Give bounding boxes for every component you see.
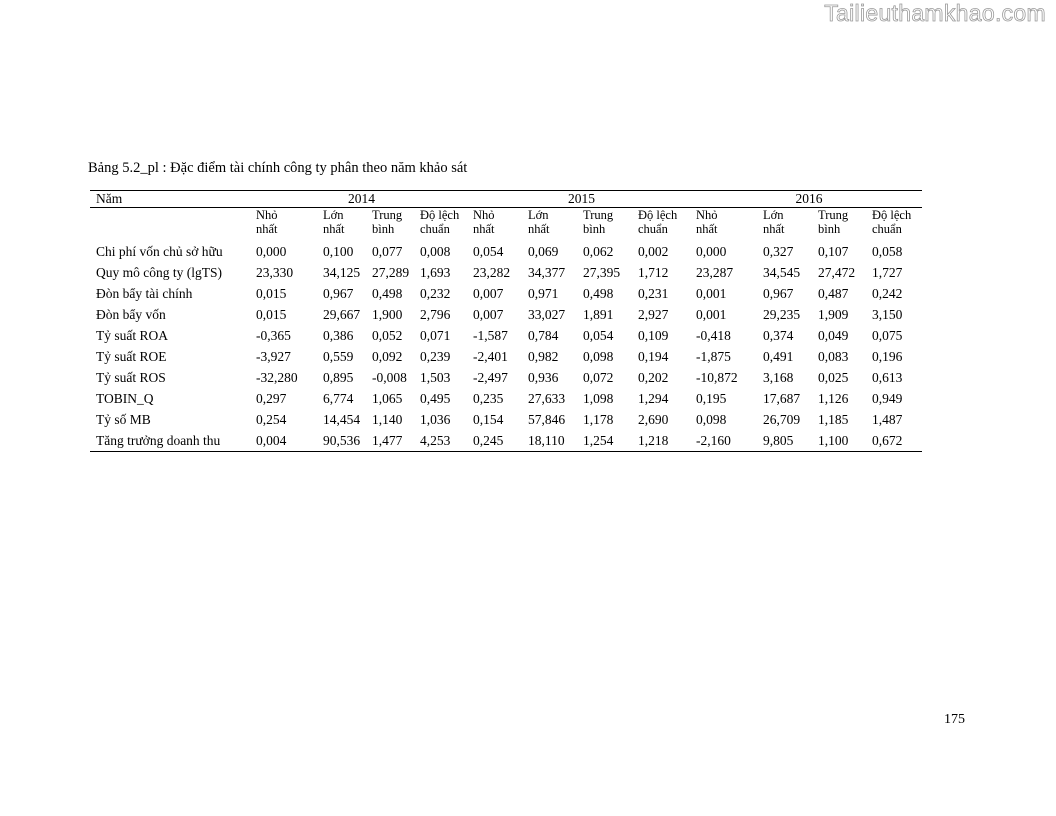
table-cell: 1,036 (420, 412, 451, 427)
table-cell: 0,072 (583, 370, 614, 385)
stat-header-min-2016 (690, 208, 757, 239)
table-cell: 0,936 (528, 370, 559, 385)
table-cell: 0,784 (528, 328, 559, 343)
table-cell: 1,065 (372, 391, 403, 406)
table-cell: 2,690 (638, 412, 669, 427)
table-row (90, 430, 922, 452)
stat-header-mean-2016 (812, 208, 866, 239)
table-cell: 1,487 (872, 412, 903, 427)
table-cell: 0,052 (372, 328, 403, 343)
stat-header-line: Trung (583, 208, 614, 222)
table-cell: 1,218 (632, 430, 690, 452)
table-cell: 1,254 (577, 430, 632, 452)
stat-header-max-2014 (317, 208, 366, 239)
table-cell: 33,027 (528, 307, 566, 322)
table-cell: 0,077 (372, 244, 403, 259)
page-number: 175 (944, 712, 965, 727)
table-cell: 0,015 (256, 286, 287, 301)
table-cell: 23,287 (696, 265, 734, 280)
table-cell: -0,418 (696, 328, 731, 343)
table-cell: 0,672 (866, 430, 922, 452)
table-cell: 0,004 (250, 430, 317, 452)
table-cell: 1,126 (818, 391, 849, 406)
table-cell: 0,069 (528, 244, 559, 259)
table-cell: 0,245 (467, 430, 522, 452)
stat-header-row (90, 208, 922, 239)
row-label: TOBIN_Q (96, 391, 154, 406)
table-cell: 0,007 (473, 286, 504, 301)
table-cell: 27,472 (818, 265, 856, 280)
table-cell: 0,196 (872, 349, 903, 364)
table-cell: 0,967 (323, 286, 354, 301)
stat-header-line: Lớn (323, 208, 344, 222)
table-cell: 1,909 (818, 307, 849, 322)
table-cell: -32,280 (256, 370, 298, 385)
stat-header-mean-2014 (366, 208, 414, 239)
table-cell: 1,503 (420, 370, 451, 385)
table-cell: 1,100 (812, 430, 866, 452)
table-row (90, 388, 922, 409)
row-label: Chi phí vốn chủ sở hữu (96, 244, 223, 259)
stat-header-line: nhất (323, 222, 345, 236)
row-label: Tỷ suất ROA (96, 328, 168, 343)
financial-stats-table (90, 190, 922, 452)
stat-header-line: bình (818, 222, 841, 236)
table-cell: 1,185 (818, 412, 849, 427)
year-2014-header: 2014 (250, 191, 467, 208)
table-cell: 0,232 (420, 286, 451, 301)
table-cell: -2,497 (473, 370, 508, 385)
table-cell: 0,495 (420, 391, 451, 406)
table-cell: 23,282 (473, 265, 511, 280)
table-cell: 1,477 (366, 430, 414, 452)
table-cell: -3,927 (256, 349, 291, 364)
table-cell: 0,098 (583, 349, 614, 364)
stat-header-line: nhất (473, 222, 495, 236)
table-cell: 9,805 (757, 430, 812, 452)
stat-header-line: nhất (256, 222, 278, 236)
table-cell: 3,168 (763, 370, 794, 385)
table-cell: 2,796 (420, 307, 451, 322)
table-cell: 0,100 (323, 244, 354, 259)
stat-header-max-2015 (522, 208, 577, 239)
table-cell: 0,015 (256, 307, 287, 322)
table-cell: 14,454 (323, 412, 361, 427)
stat-header-line: nhất (696, 222, 718, 236)
table-cell: 26,709 (763, 412, 801, 427)
row-label: Quy mô công ty (lgTS) (96, 265, 222, 280)
table-cell: 0,083 (818, 349, 849, 364)
table-cell: 1,294 (638, 391, 669, 406)
stat-header-line: chuẩn (638, 222, 668, 236)
table-cell: 1,098 (583, 391, 614, 406)
table-cell: 0,895 (323, 370, 354, 385)
table-cell: 29,235 (763, 307, 801, 322)
table-cell: 34,125 (323, 265, 361, 280)
stat-header-mean-2015 (577, 208, 632, 239)
table-cell: 23,330 (256, 265, 294, 280)
table-row (90, 346, 922, 367)
table-cell: 0,008 (420, 244, 451, 259)
table-cell: 0,971 (528, 286, 559, 301)
table-cell: 0,613 (872, 370, 903, 385)
table-cell: 0,001 (696, 307, 727, 322)
table-cell: 0,001 (696, 286, 727, 301)
table-cell: 29,667 (323, 307, 361, 322)
table-cell: 0,327 (763, 244, 794, 259)
table-row (90, 367, 922, 388)
table-cell: -2,401 (473, 349, 508, 364)
table-cell: 6,774 (323, 391, 354, 406)
table-cell: 0,949 (872, 391, 903, 406)
table-cell: 2,927 (638, 307, 669, 322)
year-corner-label: Năm (90, 191, 250, 208)
table-cell: 0,235 (473, 391, 504, 406)
table-cell: 0,049 (818, 328, 849, 343)
table-cell: -10,872 (696, 370, 738, 385)
row-label: Đòn bẩy vốn (96, 307, 166, 322)
table-cell: -1,875 (696, 349, 731, 364)
table-cell: 0,498 (372, 286, 403, 301)
table-cell: 0,107 (818, 244, 849, 259)
table-cell: 0,239 (420, 349, 451, 364)
table-row (90, 262, 922, 283)
table-cell: 0,982 (528, 349, 559, 364)
stat-header-spacer (90, 208, 250, 239)
table-cell: 34,377 (528, 265, 566, 280)
table-cell: 0,098 (696, 412, 727, 427)
row-label: Tỷ số MB (96, 412, 151, 427)
table-cell: 0,194 (638, 349, 669, 364)
table-cell: 0,000 (696, 244, 727, 259)
table-cell: 0,487 (818, 286, 849, 301)
stat-header-line: bình (583, 222, 606, 236)
table-cell: 1,712 (638, 265, 669, 280)
table-row (90, 304, 922, 325)
table-cell: 0,002 (638, 244, 669, 259)
row-label: Tăng trưởng doanh thu (90, 430, 250, 452)
table-cell: 1,178 (583, 412, 614, 427)
table-cell: 0,386 (323, 328, 354, 343)
table-cell: 0,054 (583, 328, 614, 343)
table-cell: 0,007 (473, 307, 504, 322)
stat-header-line: Độ lệch (638, 208, 678, 222)
stat-header-line: Trung (818, 208, 849, 222)
table-cell: 90,536 (317, 430, 366, 452)
table-row (90, 325, 922, 346)
table-cell: 0,202 (638, 370, 669, 385)
table-cell: 1,900 (372, 307, 403, 322)
stat-header-std-2016 (866, 208, 922, 239)
stat-header-line: Trung (372, 208, 403, 222)
year-header-row (90, 191, 922, 208)
table-cell: 0,071 (420, 328, 451, 343)
stat-header-line: chuẩn (872, 222, 902, 236)
table-cell: 0,498 (583, 286, 614, 301)
stat-header-line: Nhỏ (473, 208, 495, 222)
table-cell: 0,491 (763, 349, 794, 364)
stat-header-line: Lớn (763, 208, 784, 222)
table-cell: -0,008 (372, 370, 407, 385)
table-cell: 0,025 (818, 370, 849, 385)
table-cell: 0,242 (872, 286, 903, 301)
table-caption: Bảng 5.2_pl : Đặc điểm tài chính công ty phân theo năm khảo sát (88, 160, 468, 176)
table-cell: -0,365 (256, 328, 291, 343)
table-cell: 0,154 (473, 412, 504, 427)
stat-header-std-2015 (632, 208, 690, 239)
table-cell: 0,559 (323, 349, 354, 364)
table-cell: 0,092 (372, 349, 403, 364)
stat-header-max-2016 (757, 208, 812, 239)
table-row (90, 283, 922, 304)
table-row (90, 409, 922, 430)
table-cell: -2,160 (690, 430, 757, 452)
table-cell: 0,058 (872, 244, 903, 259)
table-cell: 0,231 (638, 286, 669, 301)
stat-header-line: Độ lệch (420, 208, 460, 222)
table-cell: 0,000 (256, 244, 287, 259)
table-cell: 0,195 (696, 391, 727, 406)
table-cell: 0,967 (763, 286, 794, 301)
table-cell: 1,891 (583, 307, 614, 322)
table-cell: 0,374 (763, 328, 794, 343)
table-cell: 1,727 (872, 265, 903, 280)
table-cell: 0,109 (638, 328, 669, 343)
stat-header-line: bình (372, 222, 395, 236)
stat-header-line: Lớn (528, 208, 549, 222)
table-cell: 27,289 (372, 265, 410, 280)
row-label: Tỷ suất ROE (96, 349, 167, 364)
stat-header-line: Nhỏ (256, 208, 278, 222)
table-cell: 0,297 (256, 391, 287, 406)
table-cell: 18,110 (522, 430, 577, 452)
stat-header-min-2015 (467, 208, 522, 239)
stat-header-line: nhất (763, 222, 785, 236)
stat-header-line: Nhỏ (696, 208, 718, 222)
table-cell: 57,846 (528, 412, 566, 427)
stat-header-min-2014 (250, 208, 317, 239)
table-cell: 0,075 (872, 328, 903, 343)
year-2016-header: 2016 (690, 191, 922, 208)
table-cell: 34,545 (763, 265, 801, 280)
table-row (90, 238, 922, 262)
table-cell: 27,395 (583, 265, 621, 280)
table-cell: 0,054 (473, 244, 504, 259)
row-label: Đòn bẩy tài chính (96, 286, 193, 301)
table-cell: 0,254 (256, 412, 287, 427)
table-cell: 1,693 (420, 265, 451, 280)
table-cell: -1,587 (473, 328, 508, 343)
stat-header-line: chuẩn (420, 222, 450, 236)
table-cell: 0,062 (583, 244, 614, 259)
table-cell: 1,140 (372, 412, 403, 427)
stat-header-line: nhất (528, 222, 550, 236)
year-2015-header: 2015 (467, 191, 690, 208)
table-cell: 3,150 (872, 307, 903, 322)
stat-header-std-2014 (414, 208, 467, 239)
table-cell: 27,633 (528, 391, 566, 406)
table-cell: 4,253 (414, 430, 467, 452)
table-cell: 17,687 (763, 391, 801, 406)
watermark-text: Tailieuthamkhao.com (824, 0, 1046, 26)
stat-header-line: Độ lệch (872, 208, 912, 222)
row-label: Tỷ suất ROS (96, 370, 166, 385)
